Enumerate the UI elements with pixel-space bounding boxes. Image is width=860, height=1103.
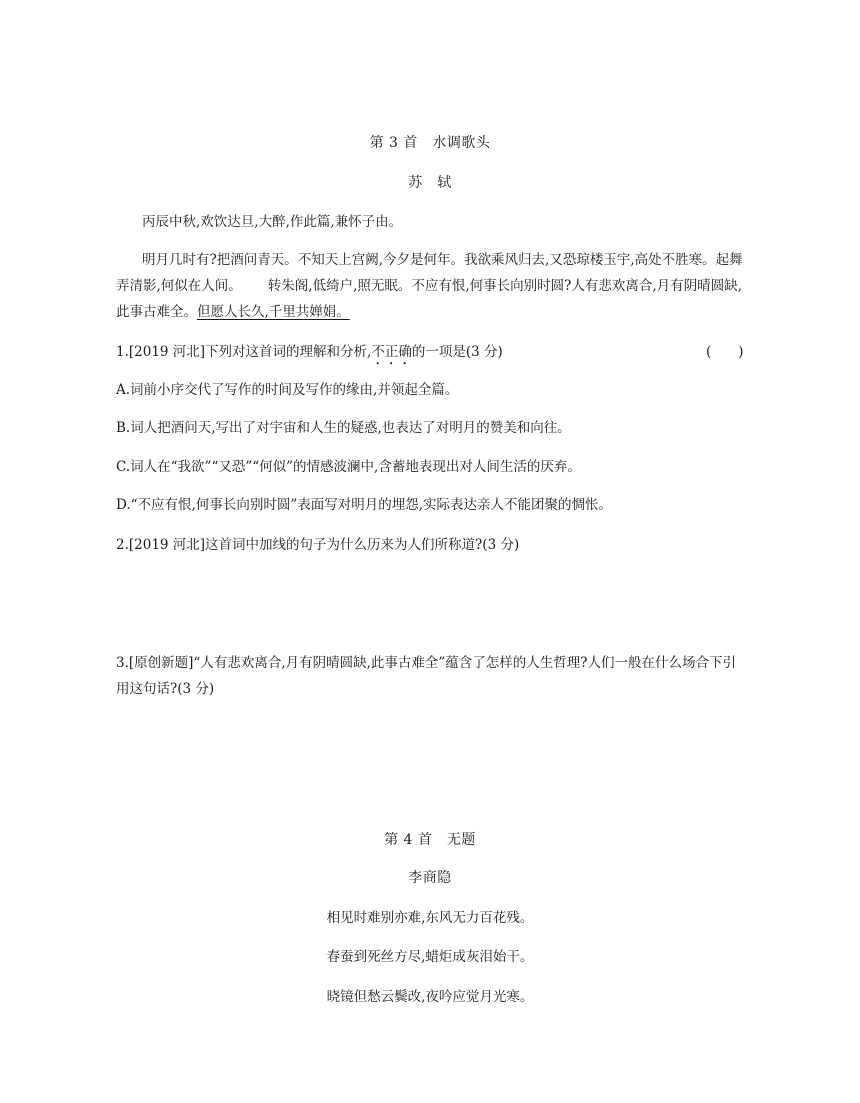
option-a: A.词前小序交代了写作的时间及写作的缘由,并领起全篇。 xyxy=(116,382,459,398)
poem3-line-2 xyxy=(116,274,742,294)
answer-parentheses: ( ) xyxy=(706,344,744,360)
poem4-line-2: 春蚕到死丝方尽,蜡炬成灰泪始干。 xyxy=(326,949,534,965)
question-3-line-2: 用这句话?(3 分) xyxy=(116,681,215,697)
poem3-line-1: 明月几时有?把酒问青天。不知天上宫阙,今夕是何年。我欲乘风归去,又恐琼楼玉宇,高处不胜寒。起舞 xyxy=(142,252,743,268)
question-2: 2.[2019 河北]这首词中加线的句子为什么历来为人们所称道?(3 分) xyxy=(116,537,520,553)
poem4-author: 李商隐 xyxy=(408,870,452,886)
poem3-line-3a: 此事古难全。 xyxy=(116,304,197,320)
question-1-suffix: 的一项是(3 分) xyxy=(411,344,503,360)
poem3-underlined-sentence: 但愿人长久,千里共婵娟。 xyxy=(197,304,350,320)
poem3-line-2a: 弄清影,何似在人间。 xyxy=(116,278,242,294)
question-1-emphasis: 不正确 xyxy=(371,344,412,360)
option-c: C.词人在“我欲”“又恐”“何似”的情感波澜中,含蓄地表现出对人间生活的厌弃。 xyxy=(116,459,581,475)
option-d: D.“不应有恨,何事长向别时圆”表面写对明月的埋怨,实际表达亲人不能团聚的惆怅。 xyxy=(116,497,613,513)
poem3-title: 第 3 首 水调歌头 xyxy=(369,135,491,151)
poem4-line-3: 晓镜但愁云鬓改,夜吟应觉月光寒。 xyxy=(326,989,534,1005)
question-3-line-1: 3.[原创新题]“人有悲欢离合,月有阴晴圆缺,此事古难全”蕴含了怎样的人生哲理?人们一般在什么场合下引 xyxy=(116,655,737,671)
poem4-line-1: 相见时难别亦难,东风无力百花残。 xyxy=(326,910,534,926)
poem3-line-2b: 转朱阁,低绮户,照无眠。不应有恨,何事长向别时圆?人有悲欢离合,月有阴晴圆缺, xyxy=(267,278,742,294)
question-1-prefix: 1.[2019 河北]下列对这首词的理解和分析, xyxy=(116,344,372,360)
poem4-title: 第 4 首 无题 xyxy=(384,832,476,848)
option-b: B.词人把酒问天,写出了对宇宙和人生的疑惑,也表达了对明月的赞美和向往。 xyxy=(116,420,571,436)
poem3-preface: 丙辰中秋,欢饮达旦,大醉,作此篇,兼怀子由。 xyxy=(142,214,403,230)
poem3-author: 苏 轼 xyxy=(408,175,452,191)
poem3-line-3 xyxy=(116,300,350,320)
question-1 xyxy=(116,340,503,368)
